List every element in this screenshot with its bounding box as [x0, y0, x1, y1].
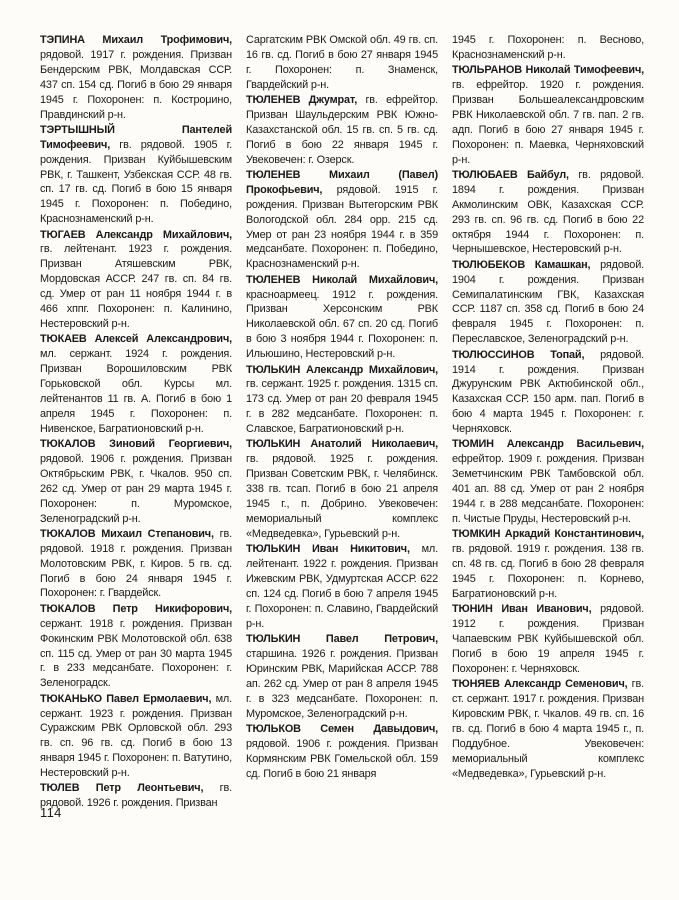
entry-name: ТЮМИН Александр Васильевич,	[452, 438, 644, 451]
entry-name: ТЮЛЮБАЕВ Байбул,	[452, 168, 569, 181]
entry-text: сержант. 1918 г. рождения. Призван Фокинским РВК Молотовской обл. 638 сп. 115 сд. Умер от ран 30 марта 1945 г. в 233 медсанбате. Похоронен: г. Зеленоградск.	[40, 617, 232, 690]
entry-name: ТЮЛЕВ Петр Леонтьевич,	[40, 782, 204, 795]
entry-name: ТЭРТЫШНЫЙ Пантелей Тимофеевич,	[40, 123, 232, 151]
entry-text: рядовой. 1917 г. рождения. Призван Бендерским РВК, Молдавская ССР. 437 сп. 154 сд. Погиб в бою 29 января 1945 г. Похоронен: п. Кострομино, Правдинский р-н.	[40, 48, 232, 121]
entry-name: ТЮКАЕВ Алексей Александрович,	[40, 333, 232, 346]
entry-text: гв. рядовой. 1918 г. рождения. Призван Молотовским РВК, г. Киров. 5 гв. сд. Погиб в бою 24 января 1945 г. Похоронен: г. Гвардейск.	[40, 527, 232, 600]
entry-text: ефрейтор. 1909 г. рождения. Призван Земетчинским РВК Тамбовской обл. 401 ап. 88 сд. Умер от ран 2 ноября 1944 г. в 288 медсанбате. Похоронен: п. Чистые Пруды, Нестеровский р-н.	[452, 453, 644, 525]
entry	[40, 228, 232, 332]
entry	[40, 602, 232, 691]
column-3	[452, 33, 644, 833]
entry	[452, 602, 644, 677]
entry	[246, 33, 438, 93]
entry	[452, 677, 644, 781]
entry-text: рядовой. 1906 г. рождения. Призван Кормянским РВК Гомельской обл. 159 сд. Погиб в бою 21 января	[246, 737, 438, 780]
entry	[452, 33, 644, 63]
entry-name: ТЮЛЬКИН Павел Петрович,	[246, 632, 438, 645]
entry	[246, 542, 438, 631]
entry-text: рядовой. 1904 г. рождения. Призван Семипалатинским ГВК, Казахская ССР. 1187 сп. 358 сд. Погиб в бою 24 февраля 1945 г. Похоронен: п. Переславское, Зеленоградский р-н.	[452, 258, 644, 346]
entry-name: ТЮЛЬКИН Иван Никитович,	[246, 543, 410, 556]
entry-name: ТЮЛЮССИНОВ Топай,	[452, 348, 585, 361]
entry	[246, 93, 438, 168]
entry-text: гв. ст. сержант. 1917 г. рождения. Призван Кировским РВК, г. Чкалов. 49 гв. сп. 16 гв. сд. Погиб в бою 4 марта 1945 г., п. Поддубное. Увековечен: мемориальный комплекс «Медведевка», Гурьевский р-н.	[452, 678, 644, 780]
entry	[40, 527, 232, 602]
entry-text: мл. сержант. 1924 г. рождения. Призван Ворошиловским РВК Горьковской обл. Курсы мл. лейтенантов 11 гв. А. Погиб в бою 1 апреля 1945 г. Похоронен: п. Нивенское, Багратионовский р-н.	[40, 348, 232, 435]
entry-text: 1945 г. Похоронен: п. Весново, Краснознаменский р-н.	[452, 34, 644, 61]
entry-name: ТЮНЯЕВ Александр Семенович,	[452, 678, 628, 691]
entry-text: гв. рядовой. 1919 г. рождения. 138 гв. сп. 48 гв. сд. Погиб в бою 28 февраля 1945 г. Похоронен: п. Корнево, Багратионовский р-н.	[452, 543, 644, 600]
entry-name: ТЮЛЮБЕКОВ Камашкан,	[452, 258, 591, 271]
column-2	[246, 33, 438, 833]
entry-text: гв. сержант. 1925 г. рождения. 1315 сп. 173 сд. Умер от ран 20 февраля 1945 г. в 282 медсанбате. Похоронен: п. Славское, Багратионовский р-н.	[246, 378, 438, 436]
entry-text: рядовой. 1912 г. рождения. Призван Чапаевским РВК Куйбышевской обл. Погиб в бою 19 апреля 1945 г. Похоронен: г. Черняховск.	[452, 603, 644, 675]
entry	[452, 63, 644, 167]
entry-name: ТЮЛЕНЕВ Джумрат,	[246, 94, 358, 107]
entry-text: рядовой. 1914 г. рождения. Призван Джурунским РВК Актюбинской обл., Казахская ССР. 150 арм. пап. Погиб в бою 4 марта 1945 г. Похоронен: г. Черняховск.	[452, 348, 644, 436]
entry-name: ТЮЛЕНЕВ Николай Михайлович,	[246, 273, 438, 286]
page-number: 114	[40, 805, 62, 820]
entry	[246, 437, 438, 541]
entry-name: ТЮЛЬКОВ Семен Давыдович,	[246, 722, 438, 735]
entry-text: мл. сержант. 1923 г. рождения. Призван Суражским РВК Орловской обл. 293 гв. сп. 96 гв. сд. Погиб в бою 13 января 1945 г. Похоронен: п. Ватутино, Нестеровский р-н.	[40, 692, 232, 780]
entry-name: ТЮКАЛОВ Петр Никифорович,	[40, 602, 232, 615]
entry-text: гв. рядовой. 1925 г. рождения. Призван Советским РВК, г. Челябинск. 338 гв. тсап. Погиб в бою 21 апреля 1945 г., п. Добрино. Увековечен: мемориальный комплекс «Медведевка», Гурьевский р-н.	[246, 453, 438, 540]
entry-name: ТЮЛЬКИН Александр Михайлович,	[246, 363, 438, 376]
entry-name: ТЮНИН Иван Иванович,	[452, 603, 592, 616]
entry	[40, 437, 232, 526]
entry-text: Саргатским РВК Омской обл. 49 гв. сп. 16 гв. сд. Погиб в бою 27 января 1945 г. Похоронен: п. Знаменск, Гвардейский р-н.	[246, 34, 438, 91]
entry-name: ТЮКАНЬКО Павел Ермолаевич,	[40, 692, 212, 705]
entry-text: мл. лейтенант. 1922 г. рождения. Призван Ижевским РВК, Удмуртская АССР. 622 сп. 124 сд. Погиб в бою 7 апреля 1945 г. Похоронен: п. Славино, Гвардейский р-н.	[246, 543, 438, 630]
entry-name: ТЮГАЕВ Александр Михайлович,	[40, 228, 232, 241]
entry-text: гв. рядовой. 1926 г. рождения. Призван	[40, 782, 232, 810]
entry-text: гв. лейтенант. 1923 г. рождения. Призван Атяшевским РВК, Мордовская АССР. 247 гв. сп. 84 гв. сд. Умер от ран 11 ноября 1944 г. в 466 хппг. Похоронен: п. Калинино, Нестеровский р-н.	[40, 243, 232, 330]
entry-name: ТЮКАЛОВ Михаил Степанович,	[40, 527, 214, 540]
entry-text: рядовой. 1906 г. рождения. Призван Октябрьским РВК, г. Чкалов. 950 сп. 262 сд. Умер от ран 29 марта 1945 г. Похоронен: п. Муромское, Зеленоградский р-н.	[40, 452, 232, 525]
entry	[452, 168, 644, 257]
entry-name: ТЮЛЬКИН Анатолий Николаевич,	[246, 438, 438, 451]
entry	[246, 363, 438, 438]
entry	[452, 437, 644, 526]
entry-name: ТЭПИНА Михаил Трофимович,	[40, 34, 232, 46]
entry-text: гв. ефрейтор. Призван Шаульдерским РВК Южно-Казахстанской обл. 15 гв. сп. 5 гв. сд. Погиб в бою 22 января 1945 г. Увековечен: г. Озерск.	[246, 94, 438, 166]
entry-name: ТЮКАЛОВ Зиновий Георгиевич,	[40, 438, 232, 451]
entry	[246, 722, 438, 782]
entry-text: старшина. 1926 г. рождения. Призван Юринским РВК, Марийская АССР. 788 ап. 262 сд. Умер от ран 8 апреля 1945 г. в 323 медсанбате. Похоронен: п. Муромское, Зеленоградский р-н.	[246, 647, 438, 720]
entry	[452, 527, 644, 602]
entry-name: ТЮЛЬРАНОВ Николай Тимофеевич,	[452, 64, 644, 77]
entry-text: гв. рядовой. 1894 г. рождения. Призван Акмолинским ОВК, Казахская ССР. 293 гв. сп. 96 гв. сд. Погиб в бою 22 октября 1944 г. Похоронен: п. Чернышевское, Нестеровский р-н.	[452, 168, 644, 256]
entry	[452, 348, 644, 437]
entry	[40, 123, 232, 227]
entry-text: красноармеец. 1912 г. рождения. Призван Херсонским РВК Николаевской обл. 67 сп. 20 сд. Погиб в бою 3 ноября 1944 г. Похоронен: п. Ильюшино, Нестеровский р-н.	[246, 288, 438, 361]
document-page	[40, 33, 644, 833]
entry-text: гв. рядовой. 1905 г. рождения. Призван Куйбышевским РВК, г. Ташкент, Узбекская ССР. 48 гв. сп. 17 гв. сд. Погиб в бою 15 января 1945 г. Похоронен: п. Победино, Краснознаменский р-н.	[40, 138, 232, 226]
entry-name: ТЮМКИН Аркадий Константинович,	[452, 528, 644, 541]
entry	[246, 273, 438, 362]
entry-text: рядовой. 1915 г. рождения. Призван Вытегорским РВК Вологодской обл. 284 орр. 215 сд. Умер от ран 23 ноября 1944 г. в 359 медсанбате. Похоронен: п. Победино, Краснознаменский р-н.	[246, 183, 438, 271]
entry	[40, 692, 232, 781]
entry	[246, 632, 438, 721]
entry-name: ТЮЛЕНЕВ Михаил (Павел) Прокофьевич,	[246, 168, 438, 196]
column-1	[40, 33, 232, 833]
entry	[246, 168, 438, 272]
entry	[40, 33, 232, 122]
entry	[40, 332, 232, 436]
entry	[40, 781, 232, 811]
entry	[452, 258, 644, 347]
entry-text: гв. ефрейтор. 1920 г. рождения. Призван Большеалександровским РВК Николаевской обл. 7 гв. пап. 2 гв. адп. Погиб в бою 27 января 1945 г. Похоронен: п. Маевка, Черняховский р-н.	[452, 79, 644, 166]
